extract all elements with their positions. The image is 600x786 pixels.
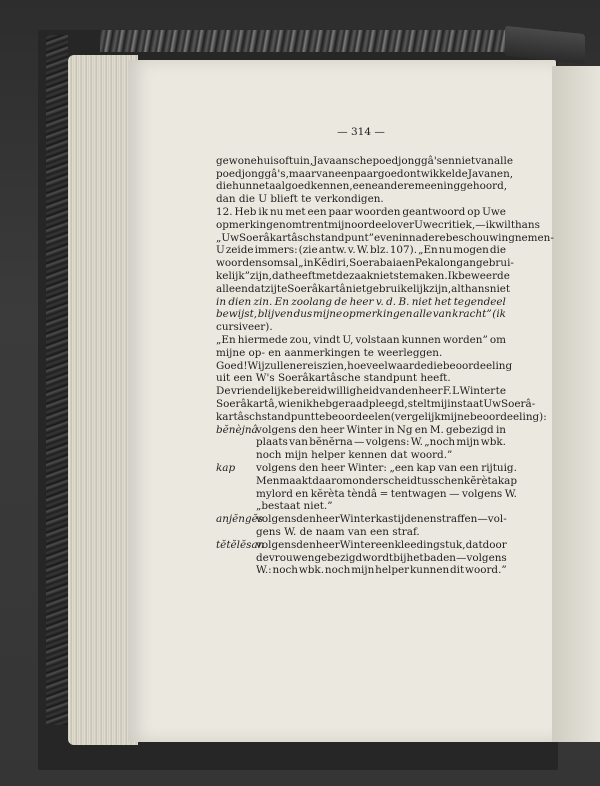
text-line: U zeide immers: (zie antw. v. W. blz. 107). „En nu mogen die xyxy=(216,244,506,257)
page-text xyxy=(216,126,554,577)
text-line: volgens den heer Winter kastijden en straffen — vol- xyxy=(256,513,507,526)
paragraph-4 xyxy=(216,359,513,386)
text-line: noch mijn helper kennen dat woord.” xyxy=(256,449,453,462)
glossary-term: tĕtĕlĕsan xyxy=(216,538,265,551)
text-line: in dien zin. En zoolang de heer v. d. B. niet het tegendeel xyxy=(216,295,506,308)
text-line: woorden soms al „in Kĕdiri, Soerabaia en Pekalongan gebrui- xyxy=(216,257,514,270)
glossary-entry xyxy=(216,461,517,513)
glossary-entry xyxy=(216,513,506,539)
text-line: volgens den heer Winter een kleedingstuk, dat door xyxy=(256,538,507,551)
text-line: 12. Heb ik nu met een paar woorden geantwoord op Uwe xyxy=(216,205,506,218)
glossary-term: kap xyxy=(216,461,236,474)
glossary-definition xyxy=(256,424,506,462)
paragraph-1 xyxy=(216,154,514,206)
text-line: cursiveer). xyxy=(216,321,273,334)
marbled-spine xyxy=(46,35,68,725)
text-line: alleen dat zij te Soerâkartâ niet gebruikelijk zijn, althans niet xyxy=(216,282,511,295)
text-line: De vriendelijke bereidwilligheid van den heer F. L Winter te xyxy=(216,385,506,398)
paragraph-2 xyxy=(216,205,554,334)
text-line: poedjonggâ's, maar van een paar goed ontwikkelde Javanen, xyxy=(216,167,514,180)
text-line: kelijk” zijn, dat heeft met de zaak niets te maken. Ik beweerde xyxy=(216,269,510,282)
paragraph-3 xyxy=(216,334,506,360)
facing-page-edge xyxy=(552,66,600,742)
text-line: dan die U blieft te verkondigen. xyxy=(216,193,384,206)
text-line: „En hiermede zou, vindt U, volstaan kunnen worden” om xyxy=(216,333,506,346)
glossary-entry xyxy=(216,424,506,462)
text-line: W.: noch wbk. noch mijn helper kunnen dit woord.” xyxy=(256,564,507,577)
text-line: bewijst, blijven dus mijne opmerkingen alle van kracht” (ik xyxy=(216,308,506,321)
marbled-cover-edge xyxy=(100,30,510,52)
text-line: volgens den heer Winter: „een kap van een rijtuig. xyxy=(256,461,517,474)
text-line: de vrouwen gebezigd wordt bij het baden — volgens xyxy=(256,551,507,564)
glossary-term: bĕnèjnâ xyxy=(216,423,258,436)
text-line: Men maakt daarom onderscheid tusschen kĕrèta kap xyxy=(256,474,517,487)
paragraph-5 xyxy=(216,385,547,423)
text-line: „bestaat niet.” xyxy=(256,500,333,513)
text-line: Goed! Wij zullen ereis zien, hoeveel waarde die beoordeeling xyxy=(216,359,513,372)
text-line: opmerkingen omtrent mijn oordeel over Uwe critiek,— ik wil thans xyxy=(216,218,540,231)
text-line: „Uw Soerâkartâsch standpunt” even in nadere beschouwing nemen- xyxy=(216,231,554,244)
glossary-definition xyxy=(256,513,507,539)
glossary-definition xyxy=(256,462,517,513)
glossary-term: anjĕngĕs xyxy=(216,513,264,526)
glossary-definition xyxy=(256,539,507,577)
text-line: Soerâkartâ, wien ik heb geraadpleegd, stelt mij in staat Uw Soerâ- xyxy=(216,397,536,410)
text-line: uit een W's Soerâkartâsche standpunt heeft. xyxy=(216,372,451,385)
text-line: kartâsch standpunt te beoordeelen (vergelijk mijne beoordeeling): xyxy=(216,410,547,423)
text-line: die hunne taal goed kennen, eene andere meening gehoord, xyxy=(216,180,508,193)
page-number: — 314 — xyxy=(337,126,385,138)
text-line: plaats van bĕnĕrna — volgens: W. „noch mijn wbk. xyxy=(256,436,506,449)
text-line: volgens den heer Winter in Ng en M. gebezigd in xyxy=(256,423,506,436)
text-line: gewone huis of tuin, Javaansche poedjonggâ's en niet van alle xyxy=(216,154,513,167)
text-line: mylord en kĕrèta tèndâ = tentwagen — volgens W. xyxy=(256,487,517,500)
text-line: gens W. de naam van een straf. xyxy=(256,525,420,538)
glossary-entry xyxy=(216,539,506,577)
text-line: mijne op- en aanmerkingen te weerleggen. xyxy=(216,346,443,359)
